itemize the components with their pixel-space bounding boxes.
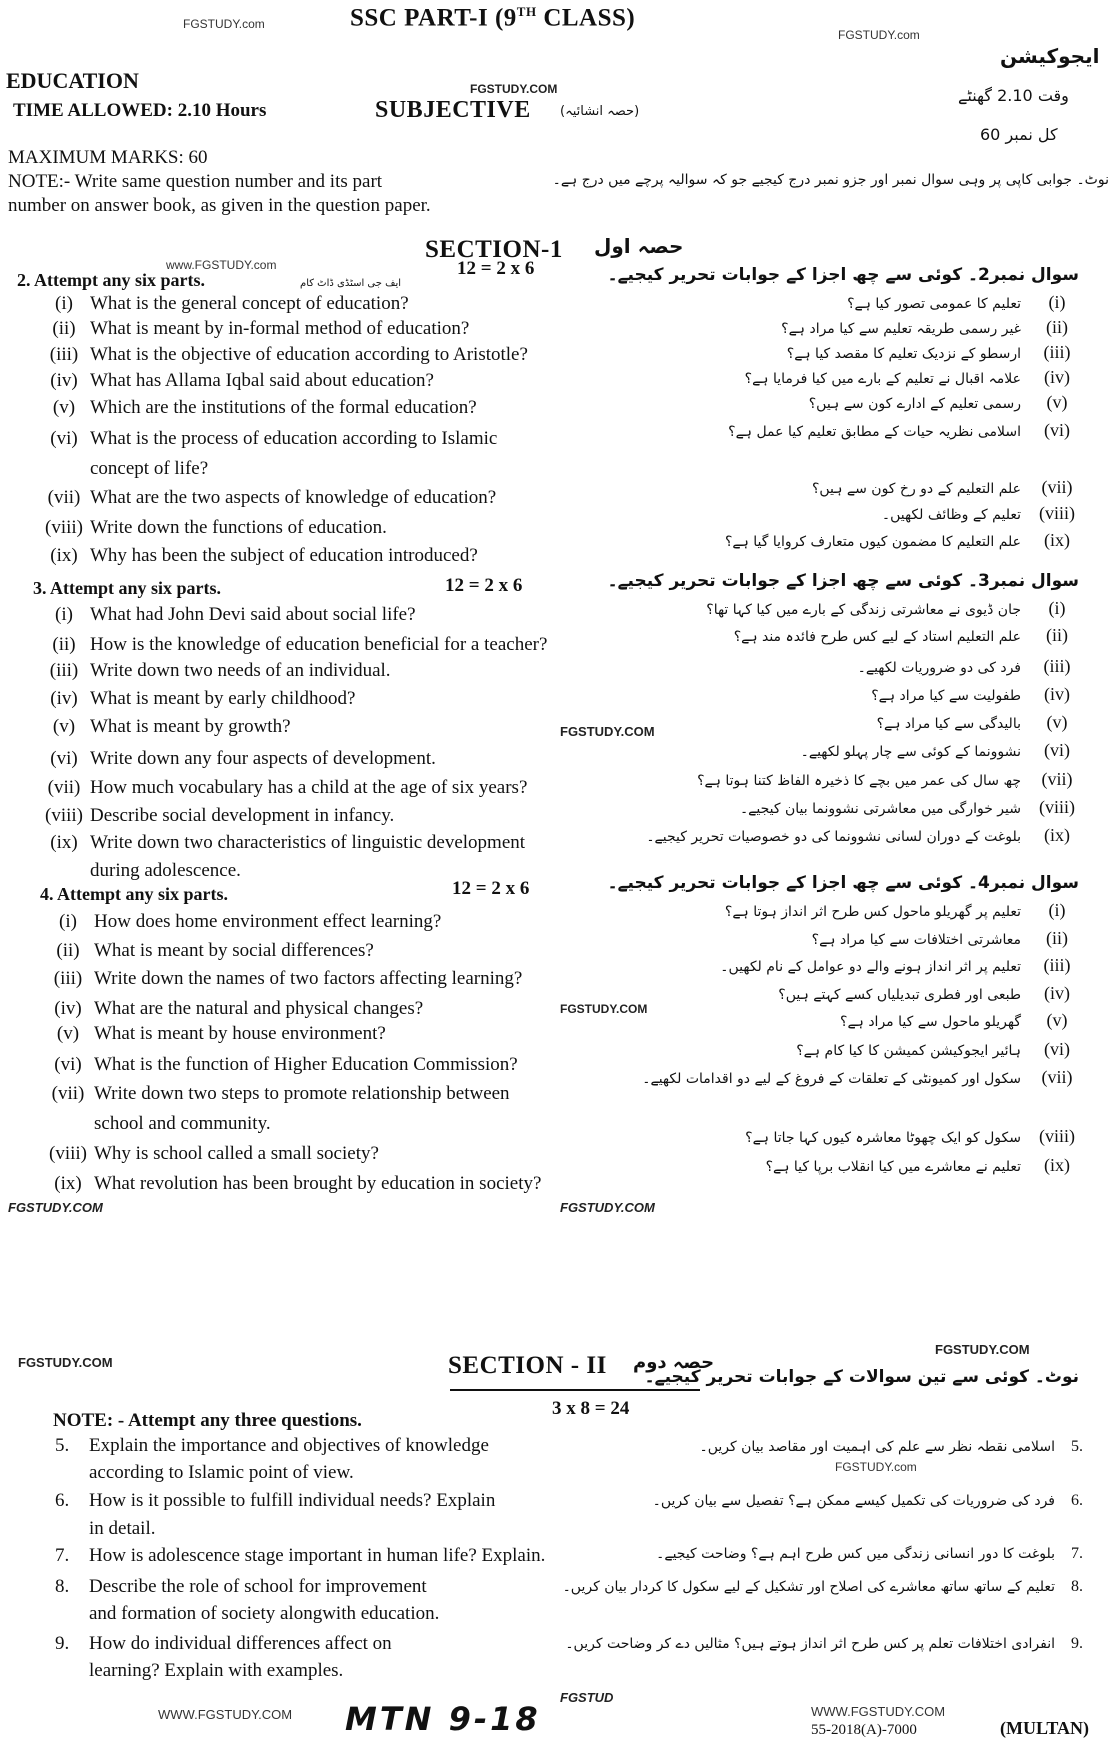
question-marks: 12 = 2 x 6 — [457, 258, 535, 279]
part-number-urdu: (viii) — [1039, 1126, 1075, 1146]
part-number-urdu: (ii) — [1046, 928, 1068, 948]
question-part — [40, 517, 387, 539]
watermark: FGSTUDY.com — [835, 1460, 917, 1474]
part-number: (vii) — [47, 777, 81, 798]
part-text-urdu: طفولیت سے کیا مراد ہے؟ — [871, 688, 1021, 704]
part-number-urdu: (viii) — [1039, 503, 1075, 523]
watermark: WWW.FGSTUDY.COM — [811, 1704, 946, 1719]
subject-name-urdu: ایجوکیشن — [1000, 44, 1100, 68]
part-text-urdu: علم التعلیم استاد کے لیے کس طرح فائدہ مند ہے؟ — [733, 629, 1021, 645]
subject-name: EDUCATION — [6, 68, 139, 93]
handwritten-code: MTN 9-18 — [345, 1700, 541, 1738]
part-number-urdu: (iv) — [1044, 983, 1070, 1003]
note-line-1: NOTE:- Write same question number and its part — [8, 171, 383, 192]
question-text: Explain the importance and objectives of knowledge — [89, 1435, 489, 1456]
note-line-2: number on answer book, as given in the question paper. — [8, 195, 431, 216]
part-number-urdu: (v) — [1046, 712, 1068, 732]
time-allowed: TIME ALLOWED: 2.10 Hours — [13, 100, 267, 121]
question-heading: 3. Attempt any six parts. — [33, 578, 221, 598]
part-text: What is meant by social differences? — [94, 940, 374, 961]
part-text: How is the knowledge of education beneficial for a teacher? — [90, 634, 548, 655]
part-text: What are the two aspects of knowledge of education? — [90, 487, 497, 508]
question-part — [40, 344, 528, 366]
part-number-urdu: (viii) — [1039, 797, 1075, 817]
question-text-continued: and formation of society alongwith education. — [89, 1603, 440, 1624]
long-question — [55, 1545, 545, 1567]
question-part — [44, 1083, 510, 1105]
paper-title: SSC PART-I (9TH CLASS) — [350, 4, 636, 32]
question-part-urdu — [649, 625, 1079, 646]
part-number-urdu: (vii) — [1041, 477, 1073, 497]
part-text-urdu: غیر رسمی طریقہ تعلیم سے کیا مراد ہے؟ — [781, 321, 1021, 337]
question-part-urdu — [649, 1155, 1079, 1176]
part-text: What is meant by house environment? — [94, 1023, 386, 1044]
part-text: How much vocabulary has a child at the age of six years? — [90, 777, 528, 798]
watermark: FGSTUD — [560, 1690, 614, 1705]
part-text: Why has been the subject of education introduced? — [90, 545, 478, 566]
part-text-urdu: معاشرتی اختلافات سے کیا مراد ہے؟ — [811, 932, 1021, 948]
question-part — [44, 968, 522, 990]
part-number-urdu: (vi) — [1044, 740, 1070, 760]
question-number: 6. — [55, 1490, 70, 1511]
part-number-urdu: (iii) — [1043, 656, 1071, 676]
part-text: What is meant by early childhood? — [90, 688, 356, 709]
part-number: (iii) — [53, 968, 83, 989]
part-number: (vi) — [50, 748, 78, 769]
part-number-urdu: (i) — [1048, 292, 1066, 312]
part-number: (iv) — [50, 370, 78, 391]
question-text-urdu: اسلامی نقطہ نظر سے علم کی اہمیت اور مقاصد بیان کریں۔ — [699, 1439, 1055, 1455]
question-text: How do individual differences affect on — [89, 1633, 392, 1654]
part-text-urdu: فرد کی دو ضروریات لکھیے۔ — [857, 660, 1021, 676]
part-number: (vii) — [47, 487, 81, 508]
part-text-continued: during adolescence. — [90, 860, 241, 881]
part-text-urdu: تعلیم پر گھریلو ماحول کس طرح اثر انداز ہوتا ہے؟ — [724, 904, 1021, 920]
question-part — [40, 660, 391, 682]
question-part-urdu — [649, 656, 1079, 677]
question-part-urdu — [649, 955, 1079, 976]
part-text-urdu: جان ڈیوی نے معاشرتی زندگی کے بارے میں کیا کہا تھا؟ — [706, 602, 1021, 618]
question-marks: 12 = 2 x 6 — [445, 575, 523, 596]
section-2-underline — [450, 1389, 700, 1391]
question-part-urdu — [649, 503, 1079, 524]
marks-urdu: کل نمبر 60 — [980, 125, 1058, 144]
part-text-continued: concept of life? — [90, 458, 209, 479]
question-part-urdu — [649, 420, 1079, 441]
section-1-title: SECTION-1 — [425, 236, 563, 263]
section-2-note-urdu: نوٹ۔ کوئی سے تین سوالات کے جوابات تحریر کیجیے۔ — [644, 1367, 1079, 1387]
watermark: www.FGSTUDY.com — [166, 258, 277, 272]
question-part-urdu — [649, 367, 1079, 388]
question-part-urdu — [649, 317, 1079, 338]
question-part-urdu — [649, 1010, 1079, 1031]
question-part — [40, 487, 496, 509]
question-heading-urdu: سوال نمبر3۔ کوئی سے چھ اجزا کے جوابات تحریر کیجیے۔ — [607, 571, 1079, 591]
part-text-urdu: چھ سال کی عمر میں بچے کا ذخیرہ الفاظ کتنا ہوتا ہے؟ — [697, 773, 1021, 789]
part-number: (i) — [59, 911, 77, 932]
question-part — [40, 318, 469, 340]
question-heading-urdu: سوال نمبر4۔ کوئی سے چھ اجزا کے جوابات تحریر کیجیے۔ — [607, 873, 1079, 893]
question-number-urdu: 7. — [1071, 1545, 1083, 1562]
question-number-urdu: 9. — [1071, 1635, 1083, 1652]
paper-type-urdu: (حصہ انشائیہ) — [560, 104, 640, 119]
part-text-urdu: تعلیم کے وظائف لکھیں۔ — [881, 507, 1021, 523]
question-part-urdu — [649, 1039, 1079, 1060]
part-number-urdu: (vi) — [1044, 1039, 1070, 1059]
part-text: Write down two steps to promote relationship between — [94, 1083, 510, 1104]
part-number: (ix) — [50, 832, 78, 853]
part-number: (viii) — [49, 1143, 87, 1164]
watermark: WWW.FGSTUDY.COM — [158, 1707, 293, 1722]
question-part-urdu — [642, 1067, 1079, 1088]
part-text: What is meant by growth? — [90, 716, 291, 737]
long-question — [55, 1435, 489, 1457]
part-text: What is the function of Higher Education Commission? — [94, 1054, 518, 1075]
part-number-urdu: (v) — [1046, 1010, 1068, 1030]
paper-code: 55-2018(A)-7000 — [811, 1722, 917, 1738]
watermark: FGSTUDY.com — [183, 17, 265, 31]
part-text-urdu: طبعی اور فطری تبدیلیاں کسے کہتے ہیں؟ — [778, 987, 1021, 1003]
part-text: What is the objective of education according to Aristotle? — [90, 344, 528, 365]
time-urdu: وقت 2.10 گھنٹے — [958, 86, 1069, 105]
part-text-urdu: رسمی تعلیم کے ادارے کون سے ہیں؟ — [808, 396, 1021, 412]
part-text: Write down two characteristics of linguistic development — [90, 832, 526, 853]
question-part-urdu — [649, 900, 1079, 921]
question-part — [44, 1023, 386, 1045]
part-text: What revolution has been brought by education in society? — [94, 1173, 542, 1194]
part-number-urdu: (vii) — [1041, 769, 1073, 789]
question-part — [40, 832, 525, 854]
question-part — [40, 688, 355, 710]
part-text-urdu: سکول کو ایک چھوٹا معاشرہ کیوں کہا جاتا ہے؟ — [745, 1130, 1021, 1146]
question-part-urdu — [649, 598, 1079, 619]
part-number: (iii) — [49, 344, 79, 365]
section-2-title-urdu: حصہ دوم — [633, 1352, 715, 1373]
question-part — [44, 911, 441, 933]
watermark: FGSTUDY.COM — [8, 1200, 103, 1215]
question-heading: 4. Attempt any six parts. — [40, 884, 228, 904]
question-text-urdu: فرد کی ضروریات کی تکمیل کیسے ممکن ہے؟ تفصیل سے بیان کریں۔ — [652, 1493, 1055, 1509]
watermark-urdu: ایف جی اسٹڈی ڈاٹ کام — [300, 278, 402, 289]
long-question-urdu — [649, 1545, 1089, 1563]
question-part — [44, 1173, 541, 1195]
question-part-urdu — [646, 825, 1079, 846]
question-part — [40, 397, 477, 419]
question-number-urdu: 6. — [1071, 1492, 1083, 1509]
part-number-urdu: (ix) — [1044, 1155, 1070, 1175]
question-part-urdu — [649, 477, 1079, 498]
part-number: (v) — [52, 397, 76, 418]
part-number-urdu: (vi) — [1044, 420, 1070, 440]
part-number-urdu: (i) — [1048, 598, 1066, 618]
part-number: (ii) — [52, 634, 76, 655]
question-part — [40, 805, 394, 827]
part-text: What are the natural and physical changes? — [94, 998, 424, 1019]
part-number: (ii) — [52, 318, 76, 339]
part-text-urdu: ہائیر ایجوکیشن کمیشن کا کیا کام ہے؟ — [796, 1043, 1021, 1059]
question-part-urdu — [649, 797, 1079, 818]
section-2-marks: 3 x 8 = 24 — [552, 1398, 630, 1419]
question-number-urdu: 5. — [1071, 1438, 1083, 1455]
part-number: (ix) — [50, 545, 78, 566]
part-number-urdu: (ii) — [1046, 625, 1068, 645]
question-part-urdu — [649, 769, 1079, 790]
long-question — [55, 1633, 392, 1655]
part-text: Write down the functions of education. — [90, 517, 387, 538]
part-number: (i) — [55, 604, 73, 625]
part-number-urdu: (vii) — [1041, 1067, 1073, 1087]
part-number-urdu: (i) — [1048, 900, 1066, 920]
question-part — [44, 1143, 379, 1165]
part-text: Which are the institutions of the formal education? — [90, 397, 477, 418]
part-number-urdu: (iii) — [1043, 955, 1071, 975]
part-number-urdu: (iv) — [1044, 684, 1070, 704]
part-number-urdu: (iv) — [1044, 367, 1070, 387]
question-part — [44, 998, 423, 1020]
part-text-urdu: علم التعلیم کا مضمون کیوں متعارف کروایا گیا ہے؟ — [724, 534, 1021, 550]
question-part-urdu — [649, 740, 1079, 761]
question-text-urdu: تعلیم کے ساتھ ساتھ معاشرے کی اصلاح اور تشکیل کے لیے سکول کا کردار بیان کریں۔ — [562, 1579, 1055, 1595]
watermark: FGSTUDY.COM — [560, 1200, 655, 1215]
part-number: (iv) — [54, 998, 82, 1019]
part-number-urdu: (iii) — [1043, 342, 1071, 362]
part-text-urdu: ارسطو کے نزدیک تعلیم کا مقصد کیا ہے؟ — [786, 346, 1021, 362]
long-question — [55, 1576, 427, 1598]
question-part — [40, 634, 547, 656]
question-text-continued: in detail. — [89, 1518, 156, 1539]
question-part-urdu — [649, 292, 1079, 313]
question-part — [44, 940, 374, 962]
part-text: What is the process of education according to Islamic — [90, 428, 498, 449]
part-text: How does home environment effect learning? — [94, 911, 442, 932]
part-text-urdu: بلوغت کے دوران لسانی نشوونما کی دو خصوصیات تحریر کیجیے۔ — [646, 829, 1021, 845]
watermark: FGSTUDY.COM — [470, 82, 558, 96]
question-number: 5. — [55, 1435, 70, 1456]
question-heading-urdu: سوال نمبر2۔ کوئی سے چھ اجزا کے جوابات تحریر کیجیے۔ — [607, 265, 1079, 285]
part-text-urdu: علم التعلیم کے دو رخ کون سے ہیں؟ — [811, 481, 1021, 497]
part-text-urdu: تعلیم نے معاشرے میں کیا انقلاب برپا کیا ہے؟ — [765, 1159, 1021, 1175]
part-text-urdu: شیر خوارگی میں معاشرتی نشوونما بیان کیجیے۔ — [739, 801, 1021, 817]
question-part-urdu — [649, 342, 1079, 363]
question-number: 9. — [55, 1633, 70, 1654]
part-text-continued: school and community. — [94, 1113, 271, 1134]
section-2-title: SECTION - II — [448, 1352, 607, 1379]
part-number: (vi) — [50, 428, 78, 449]
part-number: (v) — [52, 716, 76, 737]
watermark: FGSTUDY.COM — [560, 724, 655, 739]
part-text: Describe social development in infancy. — [90, 805, 395, 826]
question-number: 8. — [55, 1576, 70, 1597]
question-text-continued: according to Islamic point of view. — [89, 1462, 354, 1483]
question-text-continued: learning? Explain with examples. — [89, 1660, 344, 1681]
maximum-marks: MAXIMUM MARKS: 60 — [8, 147, 208, 168]
part-number: (iii) — [49, 660, 79, 681]
part-text: What is meant by in-formal method of education? — [90, 318, 470, 339]
part-text: Why is school called a small society? — [94, 1143, 379, 1164]
part-number: (vii) — [51, 1083, 85, 1104]
watermark: FGSTUDY.COM — [18, 1355, 113, 1370]
part-text-urdu: بالیدگی سے کیا مراد ہے؟ — [876, 716, 1021, 732]
part-number-urdu: (ix) — [1044, 825, 1070, 845]
question-part — [44, 1054, 518, 1076]
question-part-urdu — [649, 983, 1079, 1004]
question-part-urdu — [649, 530, 1079, 551]
question-part — [40, 545, 478, 567]
part-text: Write down two needs of an individual. — [90, 660, 391, 681]
part-text-urdu: سکول اور کمیونٹی کے تعلقات کے فروغ کے لیے دو اقدامات لکھیے۔ — [642, 1071, 1021, 1087]
question-part-urdu — [649, 712, 1079, 733]
part-text: Write down any four aspects of development. — [90, 748, 436, 769]
question-part-urdu — [649, 1126, 1079, 1147]
section-2-note: NOTE: - Attempt any three questions. — [53, 1410, 362, 1431]
part-number: (iv) — [50, 688, 78, 709]
question-text-urdu: انفرادی اختلافات تعلم پر کس طرح اثر انداز ہوتے ہیں؟ مثالیں دے کر وضاحت کریں۔ — [565, 1636, 1055, 1652]
board-name: (MULTAN) — [1000, 1718, 1089, 1738]
question-text-urdu: بلوغت کا دور انسانی زندگی میں کس طرح اہم ہے؟ وضاحت کیجیے۔ — [656, 1546, 1055, 1562]
part-text-urdu: اسلامی نظریہ حیات کے مطابق تعلیم کیا عمل ہے؟ — [728, 424, 1021, 440]
part-number-urdu: (ii) — [1046, 317, 1068, 337]
question-part — [40, 428, 497, 450]
question-part — [40, 370, 434, 392]
part-text-urdu: نشوونما کے کوئی سے چار پہلو لکھیے۔ — [800, 744, 1021, 760]
question-number: 7. — [55, 1545, 70, 1566]
long-question — [55, 1490, 495, 1512]
paper-type: SUBJECTIVE — [375, 97, 531, 123]
question-part-urdu — [649, 684, 1079, 705]
part-text-urdu: گھریلو ماحول سے کیا مراد ہے؟ — [840, 1014, 1021, 1030]
part-text: What is the general concept of education? — [90, 293, 409, 314]
part-text: What has Allama Iqbal said about education? — [90, 370, 434, 391]
question-part-urdu — [649, 392, 1079, 413]
part-number: (ix) — [54, 1173, 82, 1194]
question-heading: 2. Attempt any six parts. — [17, 270, 205, 290]
question-text: Describe the role of school for improvement — [89, 1576, 427, 1597]
question-text: How is adolescence stage important in human life? Explain. — [89, 1545, 546, 1566]
part-number: (ii) — [56, 940, 80, 961]
question-marks: 12 = 2 x 6 — [452, 878, 530, 899]
question-part-urdu — [649, 928, 1079, 949]
watermark: FGSTUDY.com — [838, 28, 920, 42]
question-text: How is it possible to fulfill individual needs? Explain — [89, 1490, 496, 1511]
part-text-urdu: تعلیم کا عمومی تصور کیا ہے؟ — [847, 296, 1021, 312]
question-part — [40, 293, 409, 315]
long-question-urdu — [649, 1492, 1089, 1510]
part-number: (viii) — [45, 517, 83, 538]
part-number: (vi) — [54, 1054, 82, 1075]
part-number-urdu: (ix) — [1044, 530, 1070, 550]
question-part — [40, 604, 416, 626]
part-number-urdu: (v) — [1046, 392, 1068, 412]
watermark: FGSTUDY.COM — [935, 1342, 1030, 1357]
part-number: (viii) — [45, 805, 83, 826]
question-part — [40, 716, 291, 738]
part-text-urdu: علامہ اقبال نے تعلیم کے بارے میں کیا فرمایا ہے؟ — [744, 371, 1021, 387]
section-1-title-urdu: حصہ اول — [594, 234, 684, 258]
part-number: (i) — [55, 293, 73, 314]
long-question-urdu — [565, 1635, 1089, 1653]
part-number: (v) — [56, 1023, 80, 1044]
question-part — [40, 748, 436, 770]
watermark: FGSTUDY.COM — [560, 1002, 648, 1016]
note-urdu: نوٹ۔ جوابی کاپی پر وہی سوال نمبر اور جزو نمبر درج کیجیے جو کہ سوالیہ پرچے میں درج ہے۔ — [552, 172, 1109, 188]
long-question-urdu — [562, 1578, 1089, 1596]
long-question-urdu — [649, 1438, 1089, 1456]
part-text: Write down the names of two factors affecting learning? — [94, 968, 523, 989]
question-number-urdu: 8. — [1071, 1578, 1083, 1595]
part-text-urdu: تعلیم پر اثر انداز ہونے والے دو عوامل کے نام لکھیں۔ — [720, 959, 1021, 975]
part-text: What had John Devi said about social life? — [90, 604, 416, 625]
question-part — [40, 777, 527, 799]
